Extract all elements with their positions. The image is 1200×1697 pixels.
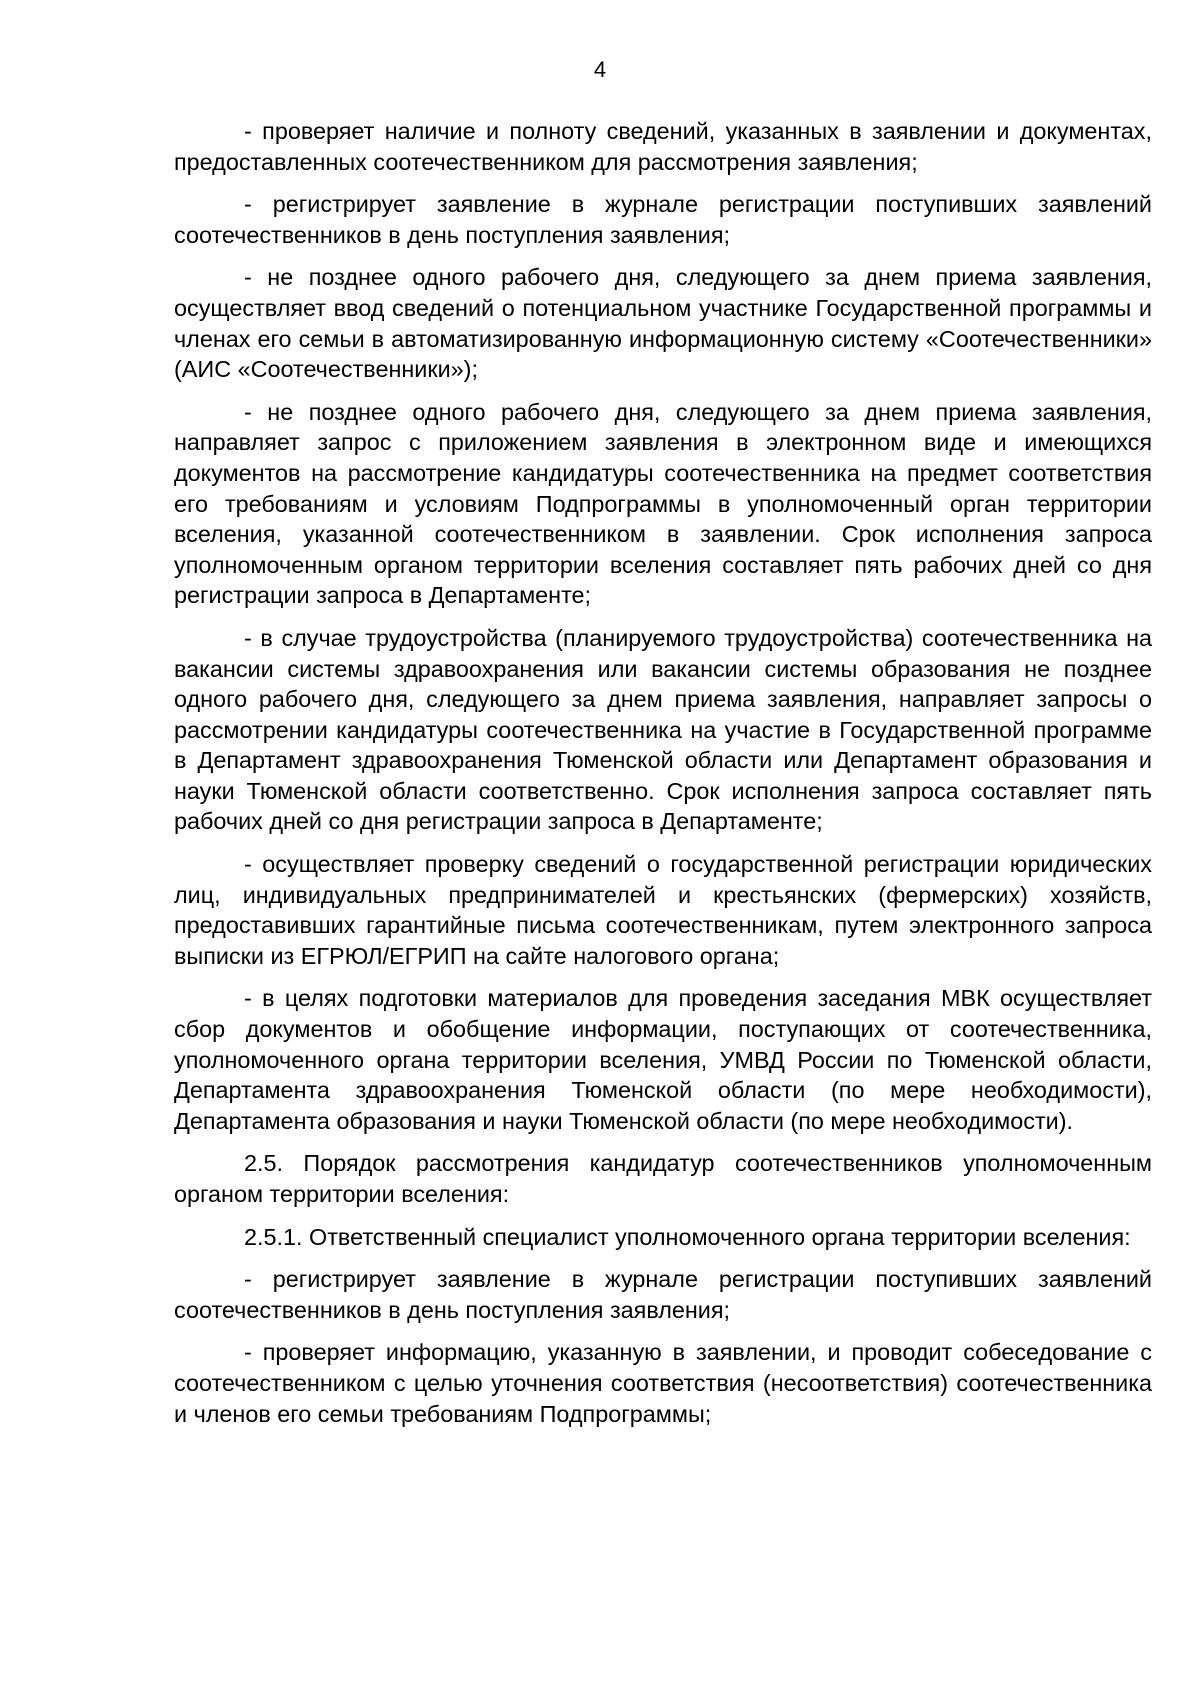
paragraph-ais-entry: - не позднее одного рабочего дня, следующего за днем приема заявления, осуществляет ввод сведений о потенциальном участнике Государственной программы и членах его семьи в автоматизированную информационную систему «Соотечественники» (АИС «Соотечественники»); — [174, 264, 1152, 383]
paragraph-section-2-5: 2.5. Порядок рассмотрения кандидатур соотечественников уполномоченным органом территории вселения: — [174, 1150, 1152, 1207]
paragraph-mvk-materials: - в целях подготовки материалов для проведения заседания МВК осуществляет сбор документов и обобщение информации, поступающих от соотечественника, уполномоченного органа территории вселения, УМВД России по Тюменской области, Департамента здравоохранения Тюменской области (по мере необходимости), Департамента образования и науки Тюменской области (по мере необходимости). — [174, 985, 1152, 1134]
paragraph-interview: - проверяет информацию, указанную в заявлении, и проводит собеседование с соотечественником с целью уточнения соответствия (несоответствия) соотечественника и членов его семьи требованиям Подпрограммы; — [174, 1339, 1152, 1427]
document-body — [174, 116, 1152, 1441]
paragraph-healthcare-education-request: - в случае трудоустройства (планируемого трудоустройства) соотечественника на вакансии системы здравоохранения или вакансии системы образования не позднее одного рабочего дня, следующего за днем приема заявления, направляет запросы о рассмотрении кандидатуры соотечественника на участие в Государственной программе в Департамент здравоохранения Тюменской области или Департамент образования и науки Тюменской области соответственно. Срок исполнения запроса составляет пять рабочих дней со дня регистрации запроса в Департаменте; — [174, 624, 1152, 835]
page-number: 4 — [593, 57, 607, 82]
paragraph-check-completeness: - проверяет наличие и полноту сведений, указанных в заявлении и документах, предоставленных соотечественником для рассмотрения заявления; — [174, 118, 1152, 175]
paragraph-register-application: - регистрирует заявление в журнале регистрации поступивших заявлений соотечественников в день поступления заявления; — [174, 191, 1152, 248]
paragraph-registry-check: - осуществляет проверку сведений о государственной регистрации юридических лиц, индивидуальных предпринимателей и крестьянских (фермерских) хозяйств, предоставивших гарантийные письма соотечественникам, путем электронного запроса выписки из ЕГРЮЛ/ЕГРИП на сайте налогового органа; — [174, 851, 1152, 969]
paragraph-register-application-territory: - регистрирует заявление в журнале регистрации поступивших заявлений соотечественников в день поступления заявления; — [174, 1266, 1152, 1323]
paragraph-section-2-5-1: 2.5.1. Ответственный специалист уполномоченного органа территории вселения: — [244, 1223, 1131, 1250]
paragraph-send-request: - не позднее одного рабочего дня, следующего за днем приема заявления, направляет запрос с приложением заявления в электронном виде и имеющихся документов на рассмотрение кандидатуры соотечественника на предмет соответствия его требованиям и условиям Подпрограммы в уполномоченный орган территории вселения, указанной соотечественником в заявлении. Срок исполнения запроса уполномоченным органом территории вселения составляет пять рабочих дней со дня регистрации запроса в Департаменте; — [174, 398, 1152, 609]
